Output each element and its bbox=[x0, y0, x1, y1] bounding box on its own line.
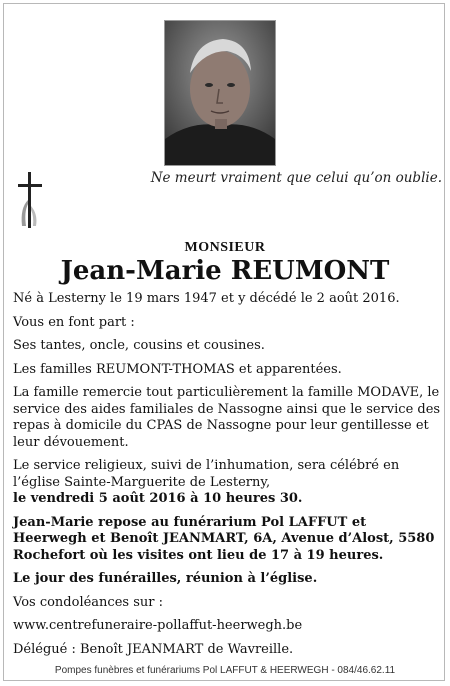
service-date: le vendredi 5 août 2016 à 10 heures 30. bbox=[13, 491, 303, 506]
website-link[interactable]: www.centrefuneraire-pollaffut-heerwegh.be bbox=[13, 618, 303, 633]
epitaph-quote: Ne meurt vraiment que celui qu’on oublie. bbox=[150, 170, 442, 186]
condolences-line: Vos condoléances sur : bbox=[13, 594, 163, 610]
thanks-paragraph: La famille remercie tout particulièrement la famille MODAVE, le service des aides familiales de Nassogne ainsi que le service des repas à domicile du CPAS de Nassogne pour leur gentillesse et leur dévouement. bbox=[13, 385, 441, 450]
cross-icon bbox=[14, 170, 48, 235]
funeral-day-line: Le jour des funérailles, réunion à l’église. bbox=[13, 571, 318, 586]
obituary-body bbox=[13, 291, 441, 658]
rests-paragraph: Jean-Marie repose au funérarium Pol LAFFUT et Heerwegh et Benoît JEANMART, 6A, Avenue d’Alost, 5580 Rochefort où les visites ont lieu de 17 à 19 heures. bbox=[13, 514, 435, 563]
portrait-photo bbox=[164, 20, 276, 166]
honorific: MONSIEUR bbox=[184, 240, 266, 255]
announce-line: Vous en font part : bbox=[13, 314, 135, 330]
delegate-line: Délégué : Benoît JEANMART de Wavreille. bbox=[13, 641, 294, 657]
deceased-name: Jean-Marie REUMONT bbox=[60, 256, 390, 286]
service-paragraph: Le service religieux, suivi de l’inhumation, sera célébré en l’église Sainte-Marguerite de Lesterny, bbox=[13, 458, 400, 490]
family-line-2: Les familles REUMONT-THOMAS et apparentées. bbox=[13, 361, 342, 377]
family-line-1: Ses tantes, oncle, cousins et cousines. bbox=[13, 338, 265, 353]
funeral-home-footer: Pompes funèbres et funérariums Pol LAFFUT & HEERWEGH - 084/46.62.11 bbox=[54, 665, 396, 676]
birth-death-line: Né à Lesterny le 19 mars 1947 et y décédé le 2 août 2016. bbox=[13, 291, 400, 306]
